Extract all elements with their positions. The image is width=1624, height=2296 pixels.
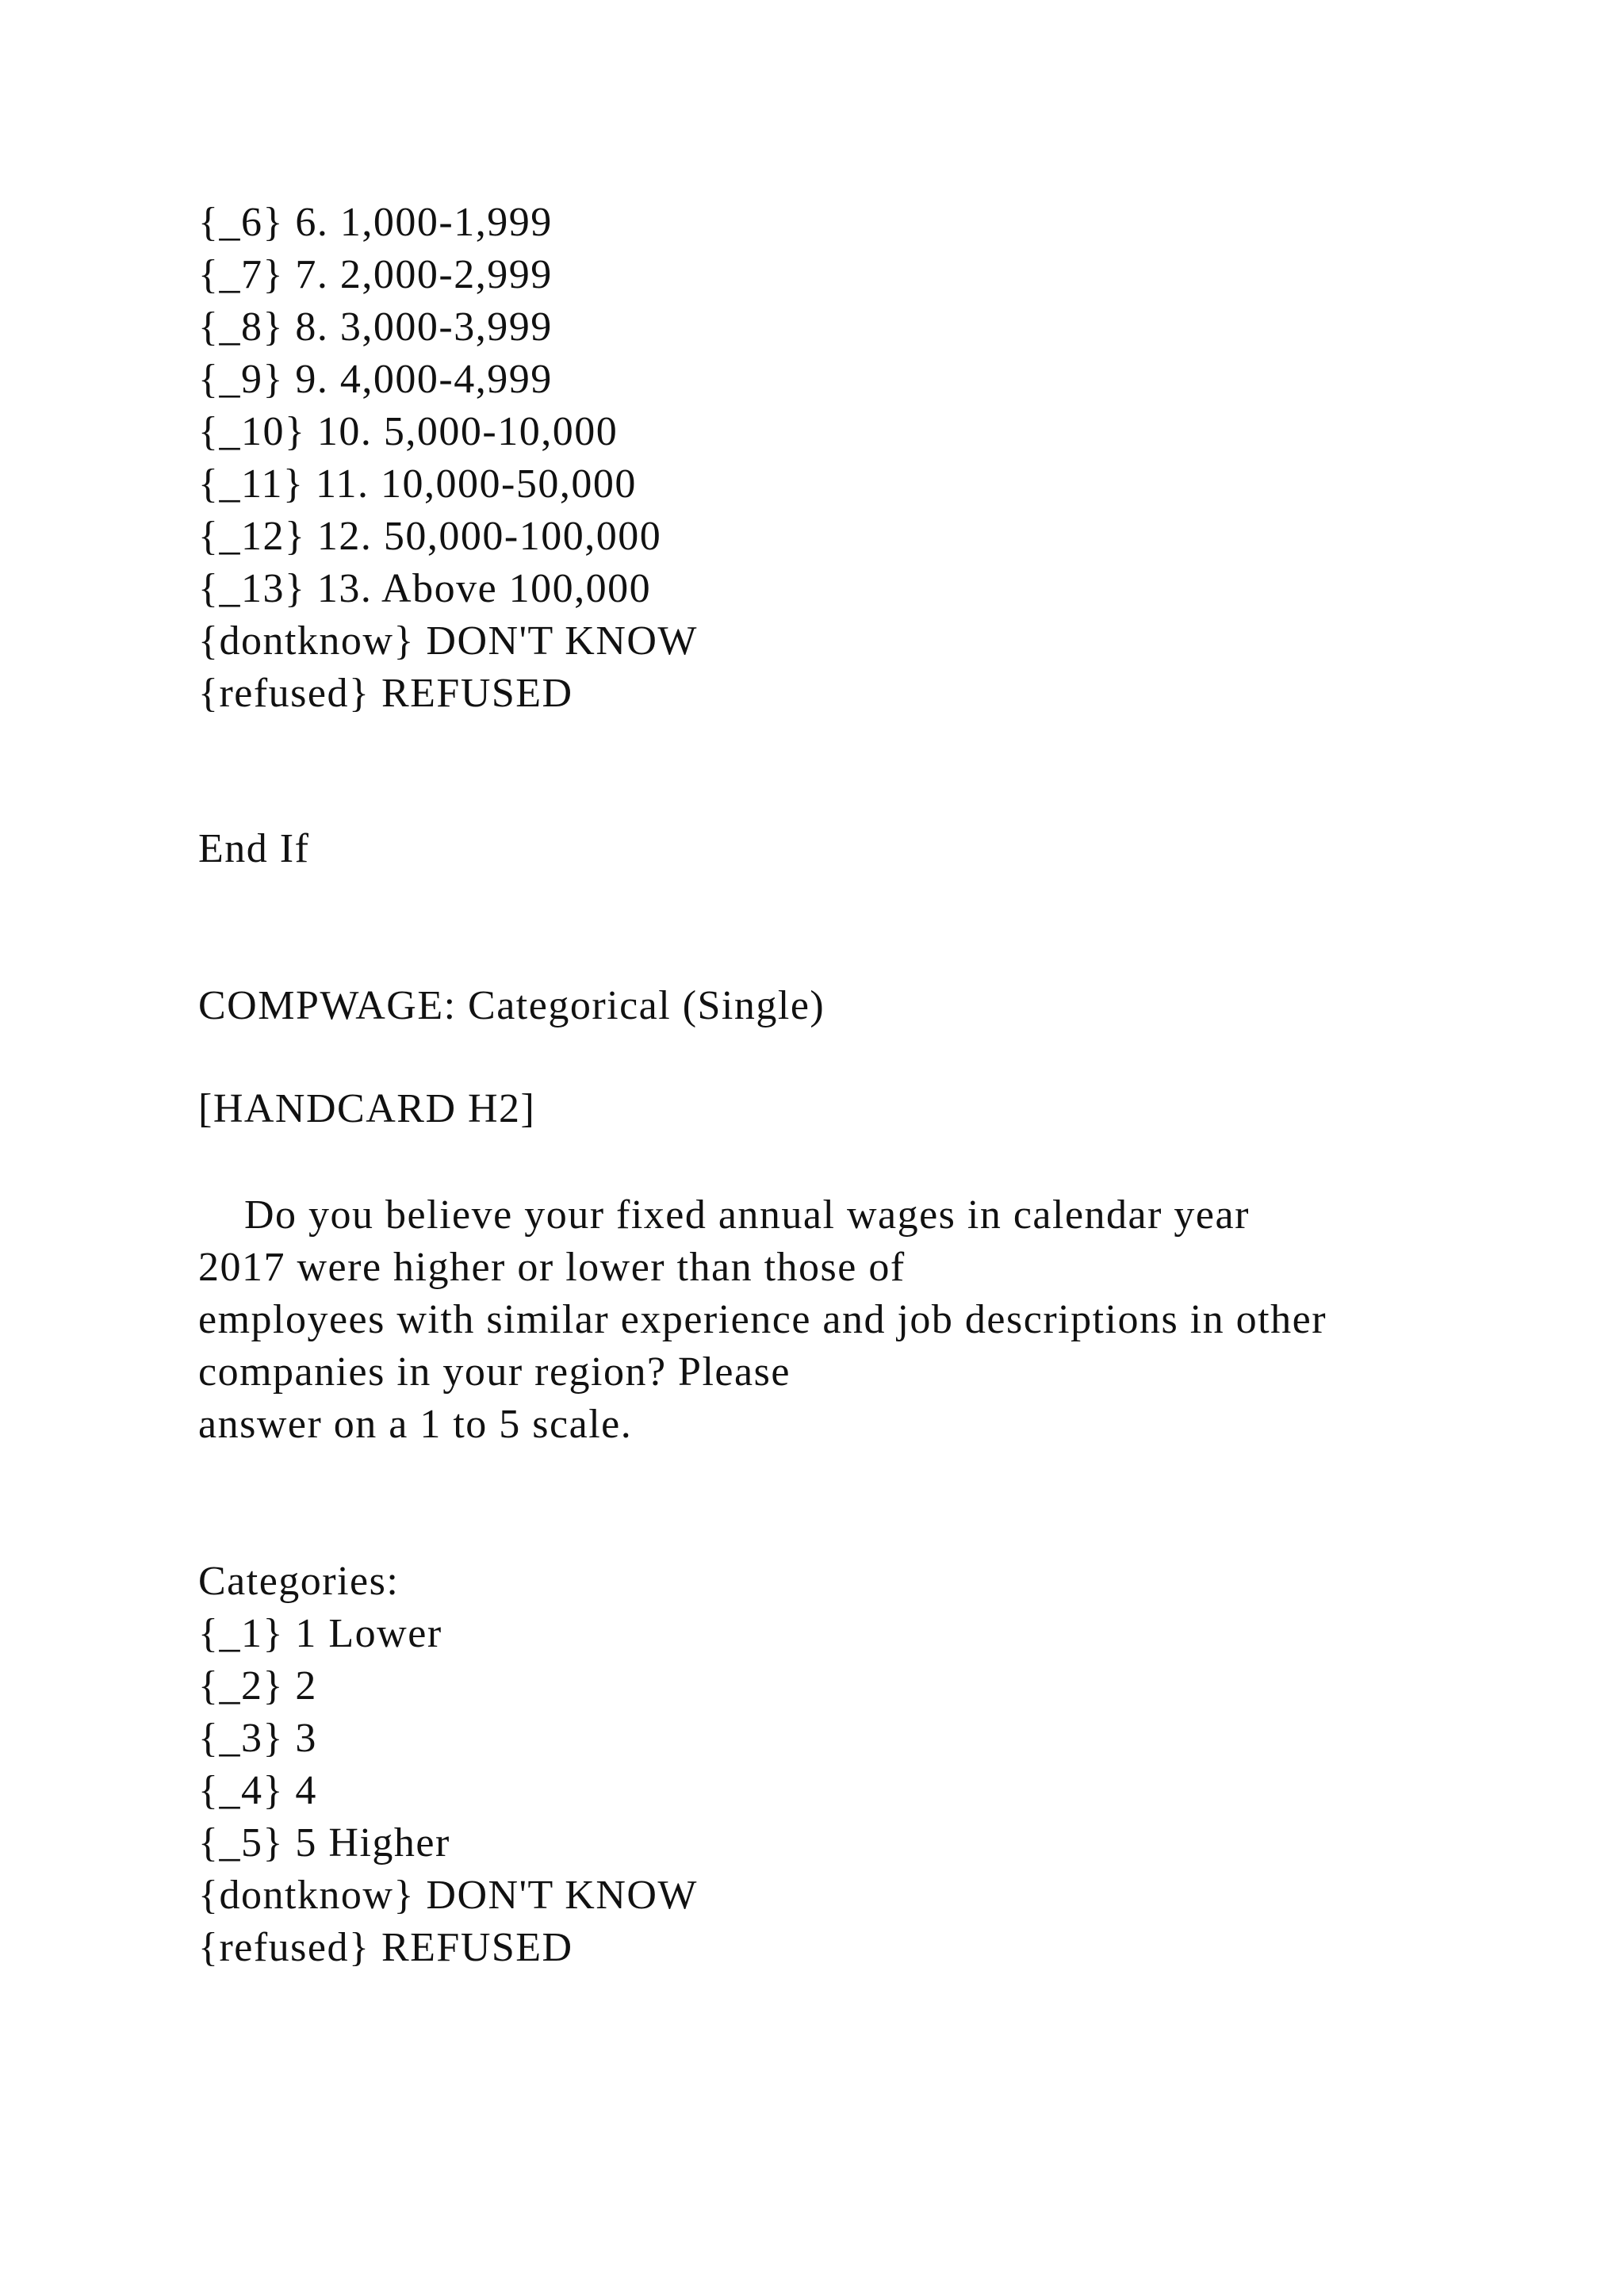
end-if-statement: End If bbox=[198, 826, 310, 871]
income-option-6: {_6} 6. 1,000-1,999 bbox=[198, 200, 553, 245]
category-2: {_2} 2 bbox=[198, 1663, 317, 1709]
income-option-10: {_10} 10. 5,000-10,000 bbox=[198, 409, 619, 454]
income-option-7: {_7} 7. 2,000-2,999 bbox=[198, 252, 553, 297]
income-option-dontknow: {dontknow} DON'T KNOW bbox=[198, 618, 699, 664]
question-line-1: Do you believe your fixed annual wages in calendar year bbox=[198, 1192, 1250, 1238]
categories-label: Categories: bbox=[198, 1559, 400, 1604]
income-option-12: {_12} 12. 50,000-100,000 bbox=[198, 514, 662, 559]
income-option-11: {_11} 11. 10,000-50,000 bbox=[198, 461, 637, 507]
category-refused: {refused} REFUSED bbox=[198, 1925, 573, 1970]
category-1: {_1} 1 Lower bbox=[198, 1611, 442, 1656]
category-dontknow: {dontknow} DON'T KNOW bbox=[198, 1873, 699, 1918]
question-line-3: employees with similar experience and job descriptions in other bbox=[198, 1297, 1327, 1342]
handcard-label: [HANDCARD H2] bbox=[198, 1086, 536, 1131]
compwage-header: COMPWAGE: Categorical (Single) bbox=[198, 983, 825, 1028]
income-option-8: {_8} 8. 3,000-3,999 bbox=[198, 304, 553, 350]
income-option-refused: {refused} REFUSED bbox=[198, 671, 573, 716]
category-3: {_3} 3 bbox=[198, 1716, 317, 1761]
question-line-4: companies in your region? Please bbox=[198, 1349, 791, 1395]
income-option-9: {_9} 9. 4,000-4,999 bbox=[198, 357, 553, 402]
question-line-5: answer on a 1 to 5 scale. bbox=[198, 1402, 633, 1447]
category-5: {_5} 5 Higher bbox=[198, 1820, 450, 1866]
income-option-13: {_13} 13. Above 100,000 bbox=[198, 566, 652, 611]
category-4: {_4} 4 bbox=[198, 1768, 317, 1813]
question-line-2: 2017 were higher or lower than those of bbox=[198, 1245, 906, 1290]
